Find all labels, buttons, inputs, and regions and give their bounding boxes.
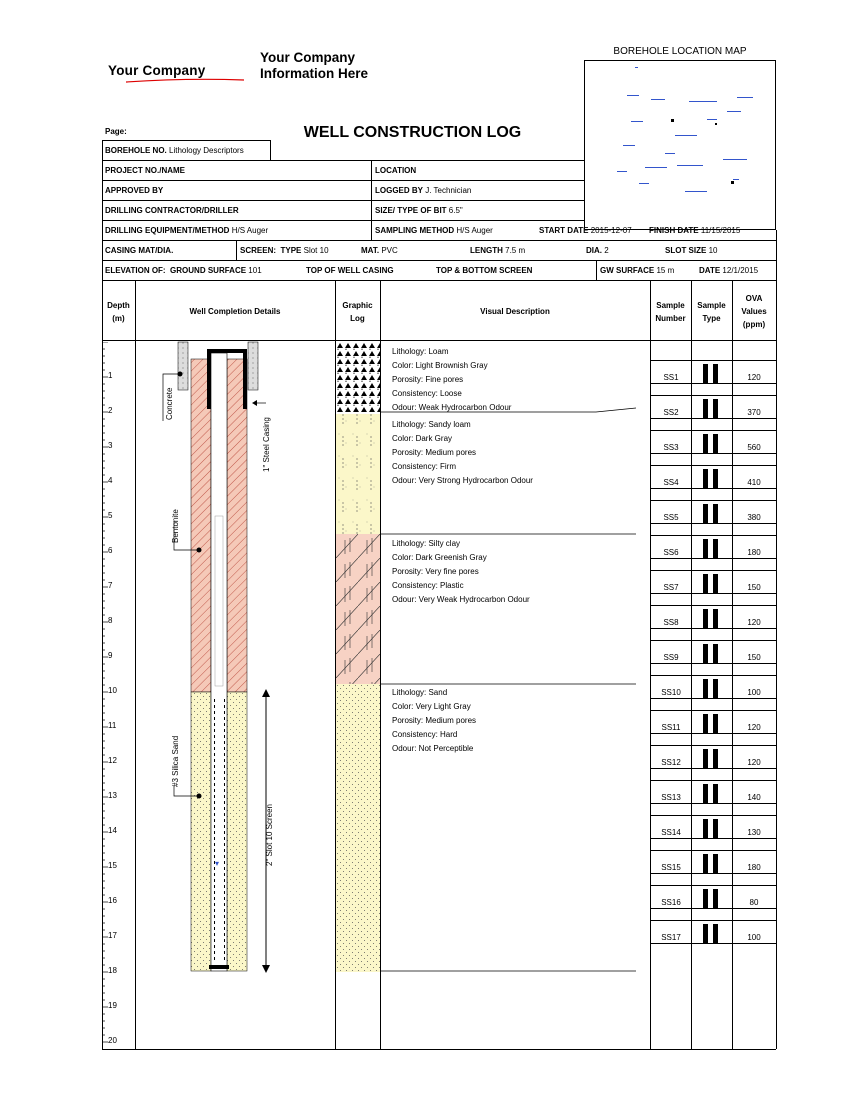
project-field: PROJECT NO./NAME [105, 166, 186, 175]
sample-number: SS6 [663, 548, 679, 557]
sample-number: SS3 [663, 443, 679, 452]
ova-value: 120 [747, 618, 761, 627]
steel-casing-right [243, 349, 247, 409]
col-header-visual: Visual Description [480, 307, 550, 316]
col-header-ova: OVA Values (ppm) [741, 294, 767, 329]
sample-number: SS16 [661, 898, 681, 907]
sand-right [227, 692, 247, 971]
sample-number: SS10 [661, 688, 681, 697]
mat-field: MAT. PVC [361, 246, 398, 255]
depth-label: 8 [108, 616, 113, 625]
start-date-field: START DATE 2015-12-07 [539, 226, 632, 235]
sample-type-icon [703, 784, 719, 804]
equipment-field: DRILLING EQUIPMENT/METHOD H/S Auger [105, 226, 269, 235]
col-header-depth: Depth (m) [107, 301, 130, 323]
graphic-log [336, 342, 380, 1048]
col-header-completion: Well Completion Details [189, 307, 281, 316]
ova-value: 180 [747, 548, 761, 557]
location-field: LOCATION [375, 166, 417, 175]
sample-number: SS15 [661, 863, 681, 872]
depth-label: 12 [108, 756, 117, 765]
bentonite-label: Bentonite [171, 509, 180, 543]
sample-type-icon [703, 609, 719, 629]
layer-description-loam: Lithology: Loam Color: Light Brownish Gray Porosity: Fine pores Consistency: Loose Odour: Weak Hydrocarbon Odour [392, 347, 512, 412]
ova-value: 100 [747, 688, 761, 697]
depth-label: 17 [108, 931, 117, 940]
sample-type-icon [703, 644, 719, 664]
depth-label: 7 [108, 581, 113, 590]
ova-value: 380 [747, 513, 761, 522]
concrete-label: Concrete [165, 387, 174, 420]
depth-label: 9 [108, 651, 113, 660]
map-sketch [585, 61, 775, 229]
borehole-value: Lithology Descriptors [169, 146, 244, 155]
depth-label: 5 [108, 511, 113, 520]
page-title: WELL CONSTRUCTION LOG [303, 124, 522, 141]
sample-type-icon [703, 434, 719, 454]
top-bottom-screen-field: TOP & BOTTOM SCREEN [436, 266, 533, 275]
sample-number: SS17 [661, 933, 681, 942]
sample-number: SS7 [663, 583, 679, 592]
depth-label: 20 [108, 1036, 117, 1045]
gw-surface-field: GW SURFACE 15 m [600, 266, 675, 275]
ova-value: 560 [747, 443, 761, 452]
ova-value: 80 [749, 898, 759, 907]
sample-type-icon [703, 854, 719, 874]
water-level-icon: ▾ [215, 859, 220, 868]
well-diagram [136, 341, 334, 1047]
steel-casing-label: 1" Steel Casing [262, 417, 271, 472]
log-silty-clay [336, 534, 380, 684]
depth-label: 19 [108, 1001, 117, 1010]
depth-label: 15 [108, 861, 117, 870]
dia-field: DIA. 2 [586, 246, 609, 255]
ova-value: 150 [747, 653, 761, 662]
sample-number: SS13 [661, 793, 681, 802]
sample-number: SS12 [661, 758, 681, 767]
depth-label: 6 [108, 546, 113, 555]
sample-number: SS4 [663, 478, 679, 487]
ova-value: 150 [747, 583, 761, 592]
ova-value: 410 [747, 478, 761, 487]
contractor-field: DRILLING CONTRACTOR/DRILLER [105, 206, 239, 215]
log-loam [336, 342, 380, 412]
borehole-field: BOREHOLE NO. Lithology Descriptors [105, 146, 244, 155]
date-field: DATE 12/1/2015 [699, 266, 759, 275]
approved-field: APPROVED BY [105, 186, 164, 195]
sample-type-icon [703, 399, 719, 419]
depth-label: 18 [108, 966, 117, 975]
col-header-graphic: Graphic Log [342, 301, 373, 323]
borehole-location-map [584, 60, 776, 230]
sample-number: SS14 [661, 828, 681, 837]
concrete-right [248, 342, 258, 390]
ova-value: 370 [747, 408, 761, 417]
sample-number: SS2 [663, 408, 679, 417]
company-info-line2: Information Here [260, 66, 369, 81]
depth-label: 10 [108, 686, 117, 695]
company-logo: Your Company [108, 63, 206, 78]
depth-label: 11 [108, 721, 117, 730]
casing-field: CASING MAT/DIA. [105, 246, 174, 255]
screen-field: SCREEN: TYPE Slot 10 [240, 246, 329, 255]
sample-number: SS8 [663, 618, 679, 627]
sample-number: SS11 [661, 723, 681, 732]
layer-description-sand: Lithology: Sand Color: Very Light Gray Porosity: Medium pores Consistency: Hard Odour: Not Perceptible [392, 688, 477, 753]
sample-type-icon [703, 364, 719, 384]
sample-type-icon [703, 504, 719, 524]
page-label: Page: [105, 127, 127, 136]
sample-number: SS5 [663, 513, 679, 522]
ova-value: 120 [747, 758, 761, 767]
sample-type-icon [703, 924, 719, 944]
elevation-field: ELEVATION OF: GROUND SURFACE 101 [105, 266, 262, 275]
company-info-line1: Your Company [260, 50, 356, 65]
bit-field: SIZE/ TYPE OF BIT 6.5" [375, 206, 463, 215]
ova-value: 120 [747, 723, 761, 732]
log-sand [336, 684, 380, 972]
sampling-field: SAMPLING METHOD H/S Auger [375, 226, 493, 235]
map-title: BOREHOLE LOCATION MAP [613, 46, 747, 57]
col-header-sample-no: Sample Number [655, 301, 686, 323]
company-info [260, 50, 460, 82]
well-cap [207, 349, 247, 353]
depth-label: 1 [108, 371, 113, 380]
slot-field: SLOT SIZE 10 [665, 246, 718, 255]
silica-sand-label: #3 Silica Sand [171, 735, 180, 787]
depth-label: 4 [108, 476, 113, 485]
sample-number: SS1 [663, 373, 679, 382]
ova-value: 130 [747, 828, 761, 837]
concrete-left [178, 342, 188, 390]
screen-label: 2" Slot 10 Screen [265, 804, 274, 866]
sand-left [191, 692, 211, 971]
ova-value: 140 [747, 793, 761, 802]
depth-label: 3 [108, 441, 113, 450]
ova-value: 120 [747, 373, 761, 382]
sample-type-icon [703, 574, 719, 594]
steel-casing-left [207, 349, 211, 409]
length-field: LENGTH 7.5 m [470, 246, 526, 255]
finish-date-field: FINISH DATE 11/15/2015 [649, 226, 741, 235]
sample-type-icon [703, 714, 719, 734]
depth-label: 2 [108, 406, 113, 415]
depth-label: 13 [108, 791, 117, 800]
log-sandy-loam [336, 414, 380, 534]
col-header-sample-type: Sample Type [697, 301, 726, 323]
logo-swoosh [126, 78, 244, 84]
sample-type-icon [703, 469, 719, 489]
logged-field: LOGGED BY J. Technician [375, 186, 472, 195]
sample-type-icon [703, 889, 719, 909]
sample-type-icon [703, 749, 719, 769]
top-casing-field: TOP OF WELL CASING [306, 266, 394, 275]
sample-type-icon [703, 819, 719, 839]
depth-label: 14 [108, 826, 117, 835]
sample-type-icon [703, 539, 719, 559]
layer-description-sandy-loam: Lithology: Sandy loam Color: Dark Gray Porosity: Medium pores Consistency: Firm Odour: Very Strong Hydrocarbon Odour [392, 420, 533, 485]
bottom-cap [209, 965, 229, 969]
sample-number: SS9 [663, 653, 679, 662]
ova-value: 180 [747, 863, 761, 872]
depth-label: 16 [108, 896, 117, 905]
sample-type-icon [703, 679, 719, 699]
ova-value: 100 [747, 933, 761, 942]
layer-description-silty-clay: Lithology: Silty clay Color: Dark Greenish Gray Porosity: Very fine pores Consistency: Plastic Odour: Very Weak Hydrocarbon Odour [392, 539, 530, 604]
